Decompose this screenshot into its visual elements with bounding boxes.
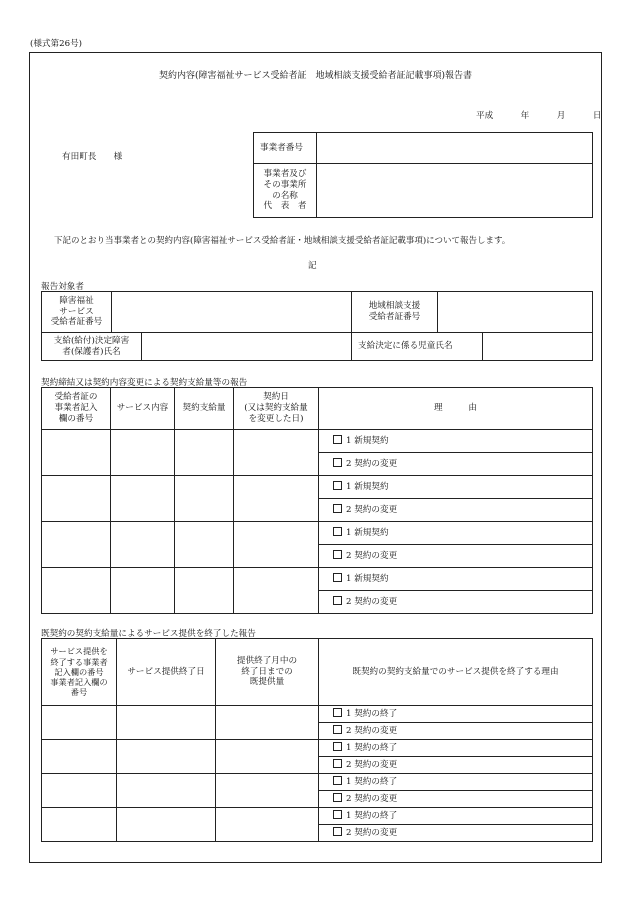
report-target-table — [41, 291, 593, 361]
checkbox-icon[interactable] — [333, 759, 342, 768]
end-cell[interactable] — [216, 740, 319, 774]
date-day: 日 — [592, 111, 602, 121]
cert-number-field[interactable] — [112, 292, 352, 333]
end-cell[interactable] — [117, 706, 216, 740]
reason-option-end[interactable]: 1 契約の終了 — [319, 740, 593, 757]
end-report-heading: 既契約の契約支給量によるサービス提供を終了した報告 — [41, 629, 256, 639]
end-cell[interactable] — [42, 706, 117, 740]
end-cell[interactable] — [117, 808, 216, 842]
checkbox-icon[interactable] — [333, 596, 342, 605]
checkbox-icon[interactable] — [333, 742, 342, 751]
contract-cell[interactable] — [42, 568, 111, 614]
end-report-table — [41, 638, 593, 842]
contract-cell[interactable] — [175, 430, 234, 476]
checkbox-icon[interactable] — [333, 573, 342, 582]
end-cell[interactable] — [117, 774, 216, 808]
contract-cell[interactable] — [42, 522, 111, 568]
intro-text: 下記のとおり当事業者との契約内容(障害福祉サービス受給者証・地域相談支援受給者証記載事項)について報告します。 — [54, 236, 511, 246]
contract-cell[interactable] — [42, 476, 111, 522]
end-cell[interactable] — [216, 706, 319, 740]
reason-option-end[interactable]: 1 契約の終了 — [319, 706, 593, 723]
business-number-field[interactable] — [317, 133, 593, 164]
checkbox-icon[interactable] — [333, 504, 342, 513]
date-era: 平成 — [476, 111, 494, 121]
end-col-date: サービス提供終了日 — [117, 639, 216, 706]
reason-option-end[interactable]: 1 契約の終了 — [319, 774, 593, 791]
contract-cell[interactable] — [111, 568, 175, 614]
end-cell[interactable] — [42, 774, 117, 808]
reason-option-change[interactable]: 2 契約の変更 — [319, 545, 593, 568]
reason-option-change[interactable]: 2 契約の変更 — [319, 453, 593, 476]
reason-option-end[interactable]: 1 契約の終了 — [319, 808, 593, 825]
document-title: 契約内容(障害福祉サービス受給者証 地域相談支援受給者証記載事項)報告書 — [158, 71, 473, 81]
regional-cert-field[interactable] — [438, 292, 593, 333]
reason-option-new[interactable]: 1 新規契約 — [319, 522, 593, 545]
contract-cell[interactable] — [111, 430, 175, 476]
reason-option-new[interactable]: 1 新規契約 — [319, 430, 593, 453]
business-name-field[interactable] — [317, 164, 593, 218]
date-line — [476, 109, 601, 121]
contract-cell[interactable] — [175, 476, 234, 522]
contract-cell[interactable] — [234, 430, 319, 476]
contract-cell[interactable] — [175, 568, 234, 614]
contract-cell[interactable] — [234, 522, 319, 568]
contract-col-reason: 理 由 — [319, 388, 593, 430]
reason-option-change[interactable]: 2 契約の変更 — [319, 791, 593, 808]
business-info-table — [253, 132, 593, 218]
checkbox-icon[interactable] — [333, 793, 342, 802]
checkbox-icon[interactable] — [333, 435, 342, 444]
contract-table — [41, 387, 593, 614]
checkbox-icon[interactable] — [333, 458, 342, 467]
reason-option-change[interactable]: 2 契約の変更 — [319, 757, 593, 774]
date-month: 月 — [556, 111, 566, 121]
contract-cell[interactable] — [175, 522, 234, 568]
checkbox-icon[interactable] — [333, 527, 342, 536]
checkbox-icon[interactable] — [333, 550, 342, 559]
reason-option-change[interactable]: 2 契約の変更 — [319, 825, 593, 842]
end-cell[interactable] — [216, 808, 319, 842]
end-cell[interactable] — [117, 740, 216, 774]
contract-cell[interactable] — [234, 476, 319, 522]
child-name-field[interactable] — [483, 333, 592, 360]
contract-cell[interactable] — [111, 476, 175, 522]
checkbox-icon[interactable] — [333, 827, 342, 836]
end-col-number: サービス提供を 終了する事業者 記入欄の番号 事業者記入欄の 番号 — [42, 639, 117, 706]
contract-cell[interactable] — [42, 430, 111, 476]
end-col-provided: 提供終了月中の 終了日までの 既提供量 — [216, 639, 319, 706]
business-name-label: 事業者及び その事業所 の名称 代 表 者 — [254, 164, 317, 218]
contract-col-service: サービス内容 — [111, 388, 175, 430]
contract-cell[interactable] — [234, 568, 319, 614]
end-cell[interactable] — [216, 774, 319, 808]
report-target-heading: 報告対象者 — [41, 282, 84, 292]
end-cell[interactable] — [42, 808, 117, 842]
contract-col-number: 受給者証の 事業者記入 欄の番号 — [42, 388, 111, 430]
reason-option-new[interactable]: 1 新規契約 — [319, 568, 593, 591]
contract-col-date: 契約日 (又は契約支給量 を変更した日) — [234, 388, 319, 430]
reason-option-change[interactable]: 2 契約の変更 — [319, 723, 593, 740]
form-number-label: (様式第26号) — [30, 39, 83, 49]
contract-heading: 契約締結又は契約内容変更による契約支給量等の報告 — [41, 378, 248, 388]
business-number-label: 事業者番号 — [254, 133, 317, 164]
checkbox-icon[interactable] — [333, 481, 342, 490]
addressee: 有田町長 様 — [62, 152, 123, 162]
date-year: 年 — [520, 111, 530, 121]
checkbox-icon[interactable] — [333, 810, 342, 819]
end-col-reason: 既契約の契約支給量でのサービス提供を終了する理由 — [319, 639, 593, 706]
cert-number-label: 障害福祉 サービス 受給者証番号 — [42, 292, 112, 333]
reason-option-change[interactable]: 2 契約の変更 — [319, 499, 593, 522]
checkbox-icon[interactable] — [333, 725, 342, 734]
regional-cert-label: 地域相談支援 受給者証番号 — [352, 292, 438, 333]
reason-option-change[interactable]: 2 契約の変更 — [319, 591, 593, 614]
contract-cell[interactable] — [111, 522, 175, 568]
decided-person-label: 支給(給付)決定障害 者(保護者)氏名 — [42, 333, 142, 361]
checkbox-icon[interactable] — [333, 776, 342, 785]
checkbox-icon[interactable] — [333, 708, 342, 717]
end-cell[interactable] — [42, 740, 117, 774]
contract-col-amount: 契約支給量 — [175, 388, 234, 430]
reason-option-new[interactable]: 1 新規契約 — [319, 476, 593, 499]
child-name-cell — [352, 333, 593, 361]
child-name-label: 支給決定に係る児童氏名 — [352, 333, 483, 360]
ki-mark: 記 — [308, 261, 317, 271]
decided-person-field[interactable] — [142, 333, 352, 361]
